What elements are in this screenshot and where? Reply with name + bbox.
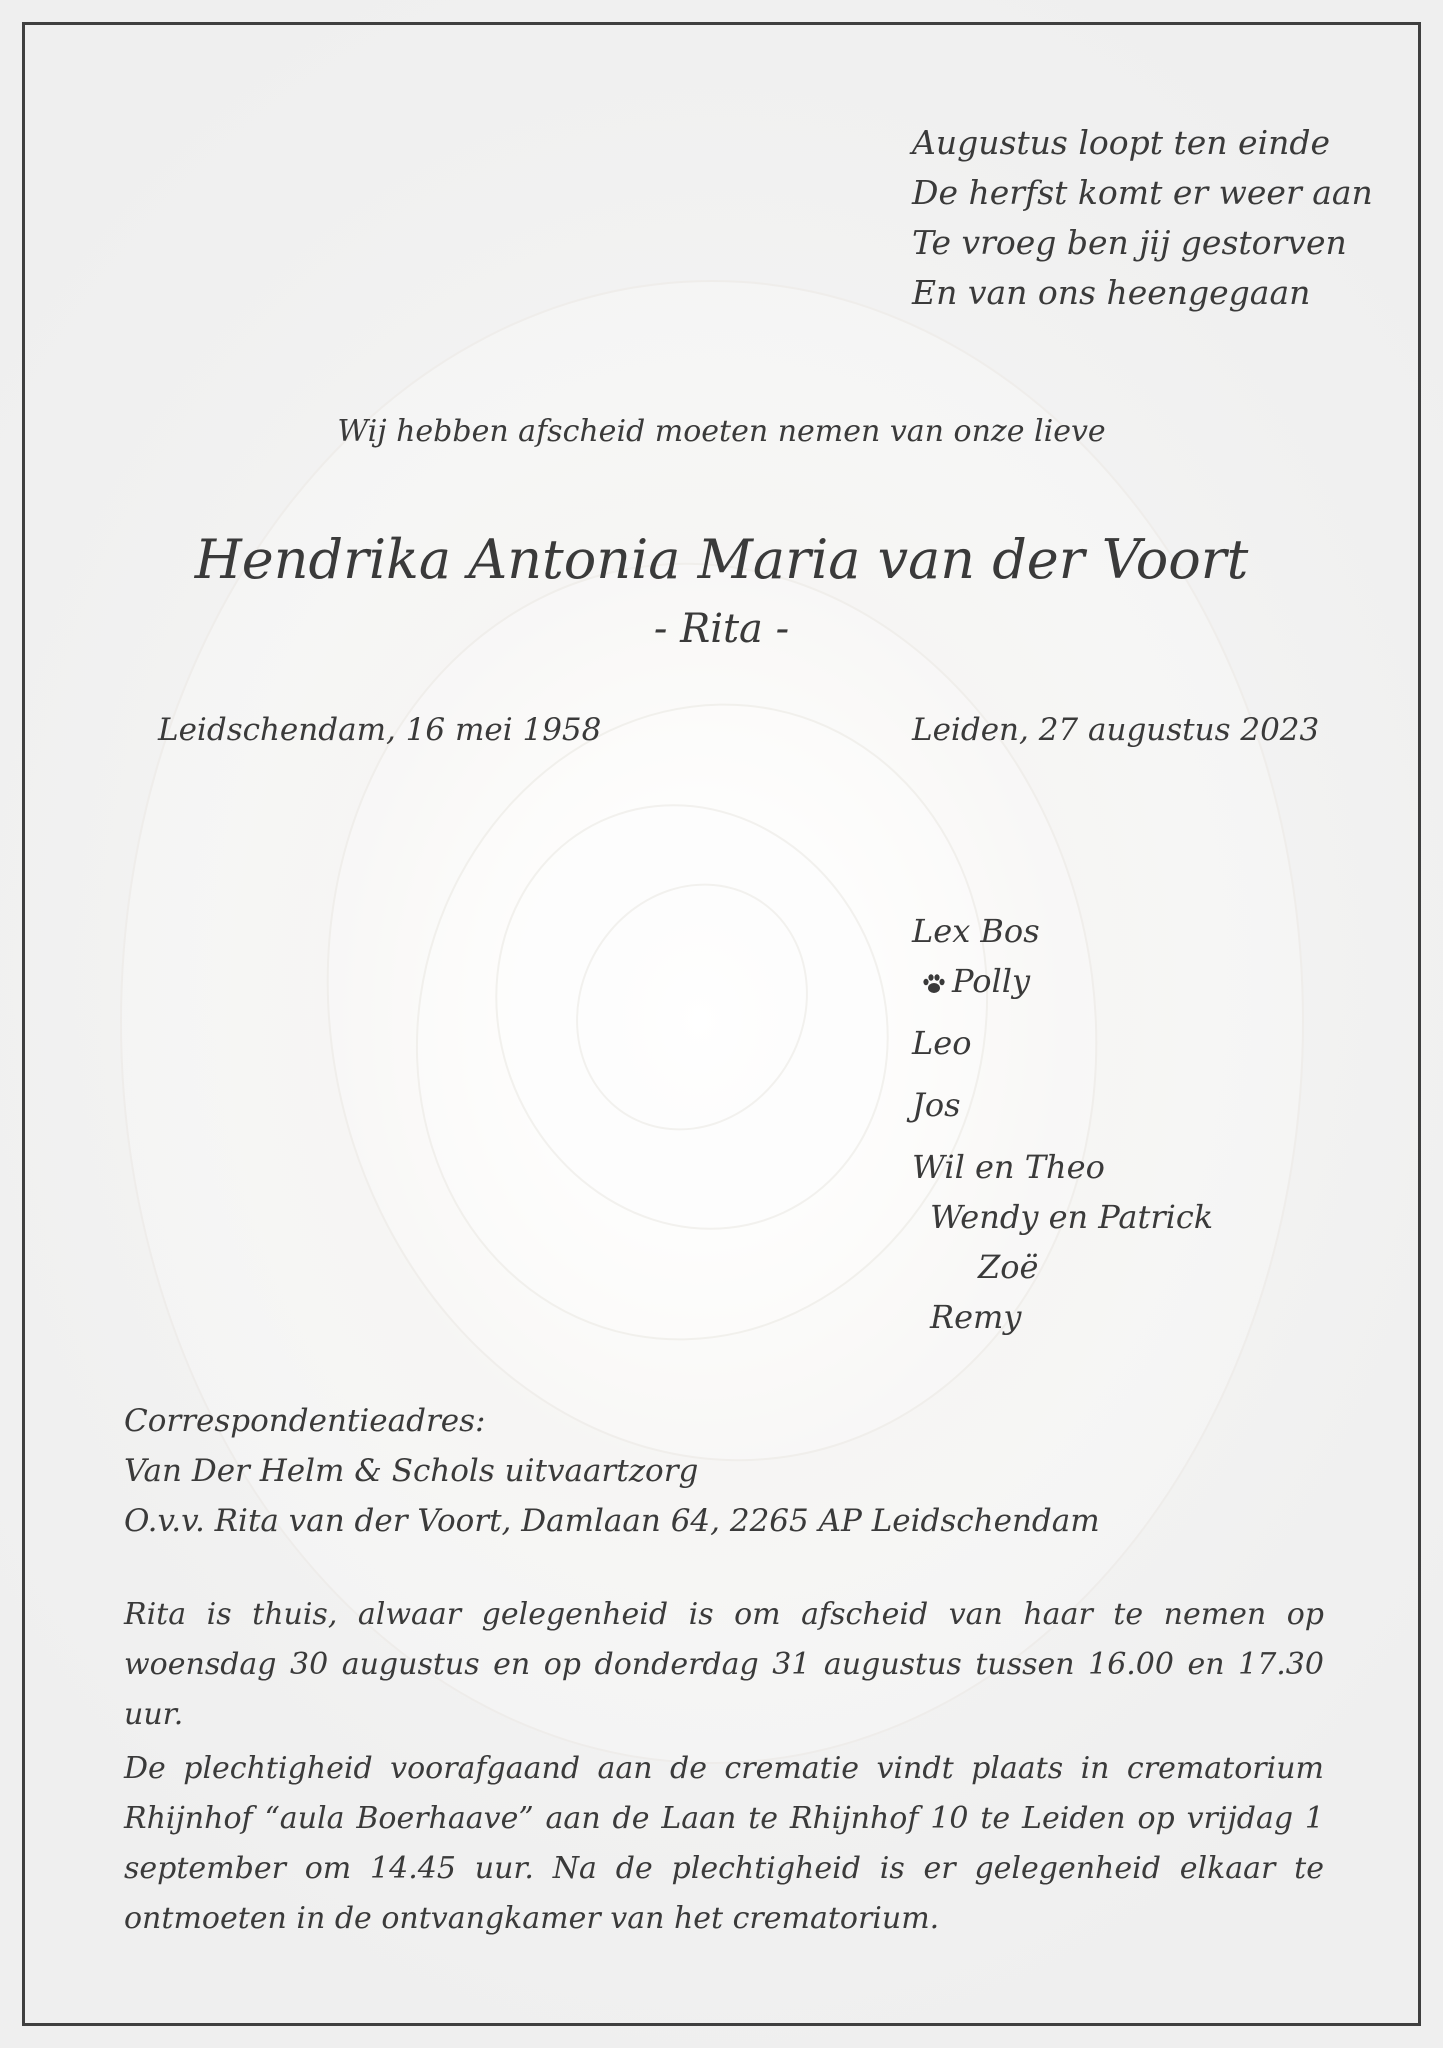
deceased-nickname: - Rita - xyxy=(653,606,790,652)
poem-line: Te vroeg ben jij gestorven xyxy=(912,223,1347,262)
death-place-date: Leiden, 27 augustus 2023 xyxy=(912,712,1320,748)
family-member-pet xyxy=(922,962,1030,1000)
poem-line: En van ons heengegaan xyxy=(912,273,1311,312)
family-member: Wil en Theo xyxy=(912,1148,1105,1186)
family-member: Jos xyxy=(912,1086,961,1124)
poem-line: De herfst komt er weer aan xyxy=(912,173,1373,212)
poem xyxy=(912,118,1373,318)
correspondence-address xyxy=(124,1396,1100,1546)
intro-text: Wij hebben afscheid moeten nemen van onze lieve xyxy=(337,414,1106,449)
paw-print-icon xyxy=(922,973,946,995)
birth-place-date: Leidschendam, 16 mei 1958 xyxy=(158,712,602,748)
family-member: Leo xyxy=(912,1024,972,1062)
family-member: Wendy en Patrick xyxy=(930,1198,1214,1236)
ceremony-paragraph: De plechtigheid voorafgaand aan de crematie vindt plaats in crematorium Rhijnhof “aula Boerhaave” aan de Laan te Rhijnhof 10 te Leiden op vrijdag 1 september om 14.45 uur. Na de plechtigheid is er gelegenheid elkaar te ontmoeten in de ontvangkamer van het crematorium. xyxy=(124,1751,1324,1936)
family-member: Zoë xyxy=(978,1248,1039,1286)
deceased-name: Hendrika Antonia Maria van der Voort xyxy=(194,528,1249,591)
address-line: Van Der Helm & Schols uitvaartzorg xyxy=(124,1453,699,1489)
poem-line: Augustus loopt ten einde xyxy=(912,123,1331,162)
pet-name: Polly xyxy=(952,962,1031,1000)
family-member: Lex Bos xyxy=(912,912,1040,950)
visitation-paragraph: Rita is thuis, alwaar gelegenheid is om afscheid van haar te nemen op woensdag 30 augustus en op donderdag 31 augustus tussen 16.00 en 17.30 uur. xyxy=(124,1597,1324,1732)
family-member: Remy xyxy=(930,1298,1022,1336)
address-label: Correspondentieadres: xyxy=(124,1403,486,1439)
address-line: O.v.v. Rita van der Voort, Damlaan 64, 2265 AP Leidschendam xyxy=(124,1503,1100,1539)
